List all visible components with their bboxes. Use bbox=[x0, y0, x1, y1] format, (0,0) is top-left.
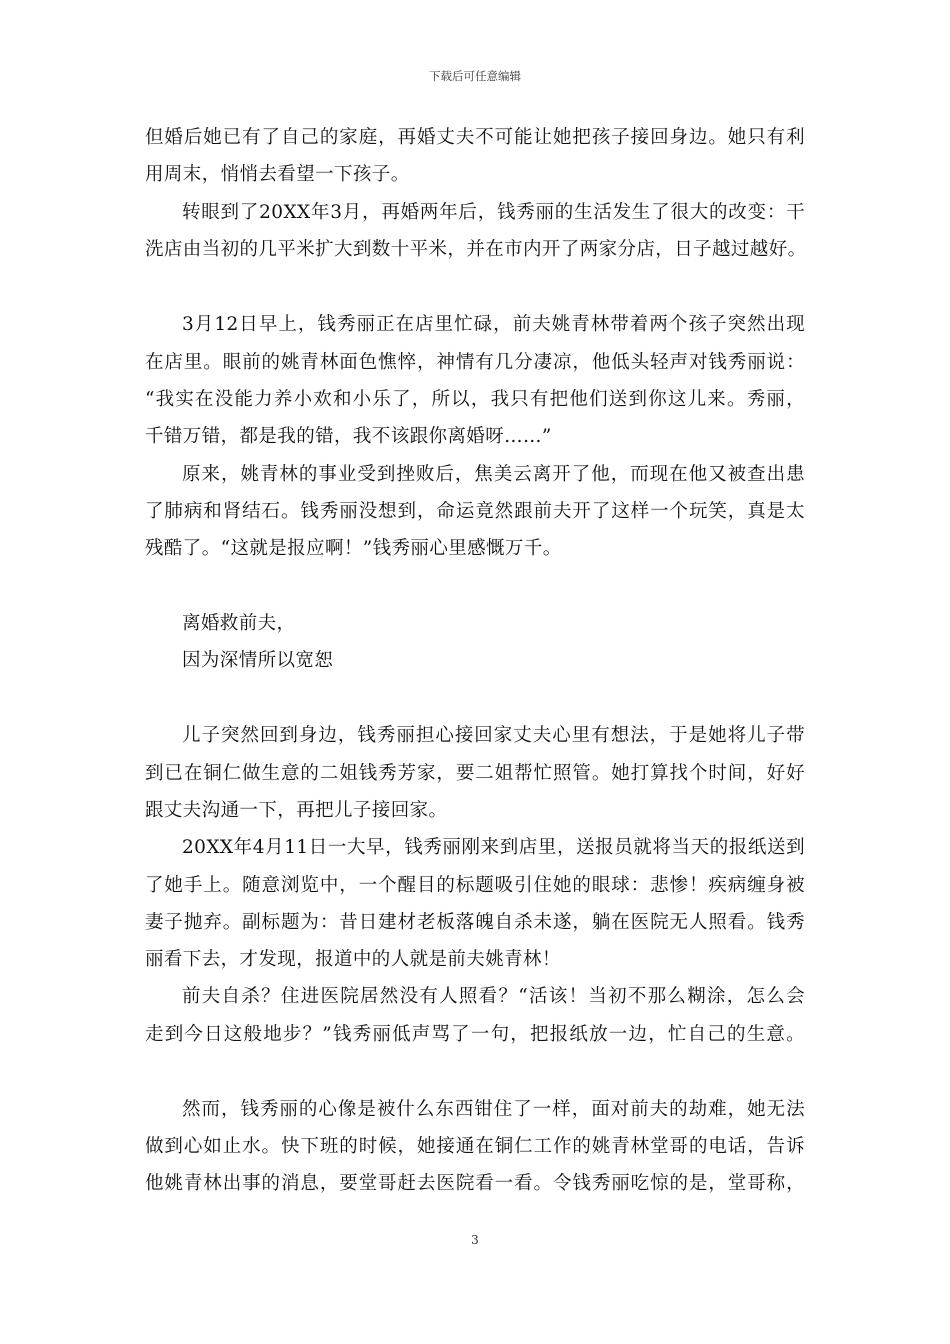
text-line: 了她手上。随意浏览中，一个醒目的标题吸引住她的眼球：悲惨！疾病缠身被 bbox=[145, 875, 805, 896]
section-heading: 因为深情所以宽恕 bbox=[182, 650, 334, 671]
text-line: 了肺病和肾结石。钱秀丽没想到，命运竟然跟前夫开了这样一个玩笑，真是太 bbox=[145, 501, 805, 522]
text-line: 在店里。眼前的姚青林面色憔悴，神情有几分凄凉，他低头轻声对钱秀丽说： bbox=[145, 352, 805, 373]
text-line: 妻子抛弃。副标题为：昔日建材老板落魄自杀未遂，躺在医院无人照看。钱秀 bbox=[145, 912, 805, 933]
text-line: 丽看下去，才发现，报道中的人就是前夫姚青林！ bbox=[145, 949, 561, 970]
text-line: 原来，姚青林的事业受到挫败后，焦美云离开了他，而现在他又被查出患 bbox=[182, 464, 805, 485]
text-line: 然而，钱秀丽的心像是被什么东西钳住了一样，面对前夫的劫难，她无法 bbox=[182, 1099, 805, 1120]
page-number: 3 bbox=[471, 1233, 479, 1247]
page-header: 下载后可任意编辑 bbox=[429, 69, 521, 83]
text-line: 用周末，悄悄去看望一下孩子。 bbox=[145, 164, 410, 185]
text-line: 3月12日早上，钱秀丽正在店里忙碌，前夫姚青林带着两个孩子突然出现 bbox=[182, 314, 805, 335]
text-line: 他姚青林出事的消息，要堂哥赶去医院看一看。令钱秀丽吃惊的是，堂哥称， bbox=[145, 1173, 805, 1194]
text-line: 到已在铜仁做生意的二姐钱秀芳家，要二姐帮忙照管。她打算找个时间，好好 bbox=[145, 763, 805, 784]
section-heading: 离婚救前夫， bbox=[182, 613, 296, 634]
text-line: 儿子突然回到身边，钱秀丽担心接回家丈夫心里有想法，于是她将儿子带 bbox=[182, 725, 805, 746]
text-line: 做到心如止水。快下班的时候，她接通在铜仁工作的姚青林堂哥的电话，告诉 bbox=[145, 1136, 805, 1157]
text-line: 20XX年4月11日一大早，钱秀丽刚来到店里，送报员就将当天的报纸送到 bbox=[182, 837, 805, 858]
text-line: 但婚后她已有了自己的家庭，再婚丈夫不可能让她把孩子接回身边。她只有利 bbox=[145, 127, 805, 148]
text-line: 残酷了。“这就是报应啊！”钱秀丽心里感慨万千。 bbox=[145, 538, 562, 559]
text-line: “我实在没能力养小欢和小乐了，所以，我只有把他们送到你这儿来。秀丽， bbox=[145, 389, 805, 410]
text-line: 跟丈夫沟通一下，再把儿子接回家。 bbox=[145, 800, 448, 821]
text-line: 洗店由当初的几平米扩大到数十平米，并在市内开了两家分店，日子越过越好。 bbox=[145, 239, 807, 260]
text-line: 前夫自杀？住进医院居然没有人照看？“活该！当初不那么糊涂，怎么会 bbox=[182, 986, 805, 1007]
text-line: 走到今日这般地步？”钱秀丽低声骂了一句，把报纸放一边，忙自己的生意。 bbox=[145, 1024, 805, 1045]
text-line: 转眼到了20XX年3月，再婚两年后，钱秀丽的生活发生了很大的改变：干 bbox=[182, 202, 805, 223]
text-line: 千错万错，都是我的错，我不该跟你离婚呀……” bbox=[145, 426, 552, 447]
